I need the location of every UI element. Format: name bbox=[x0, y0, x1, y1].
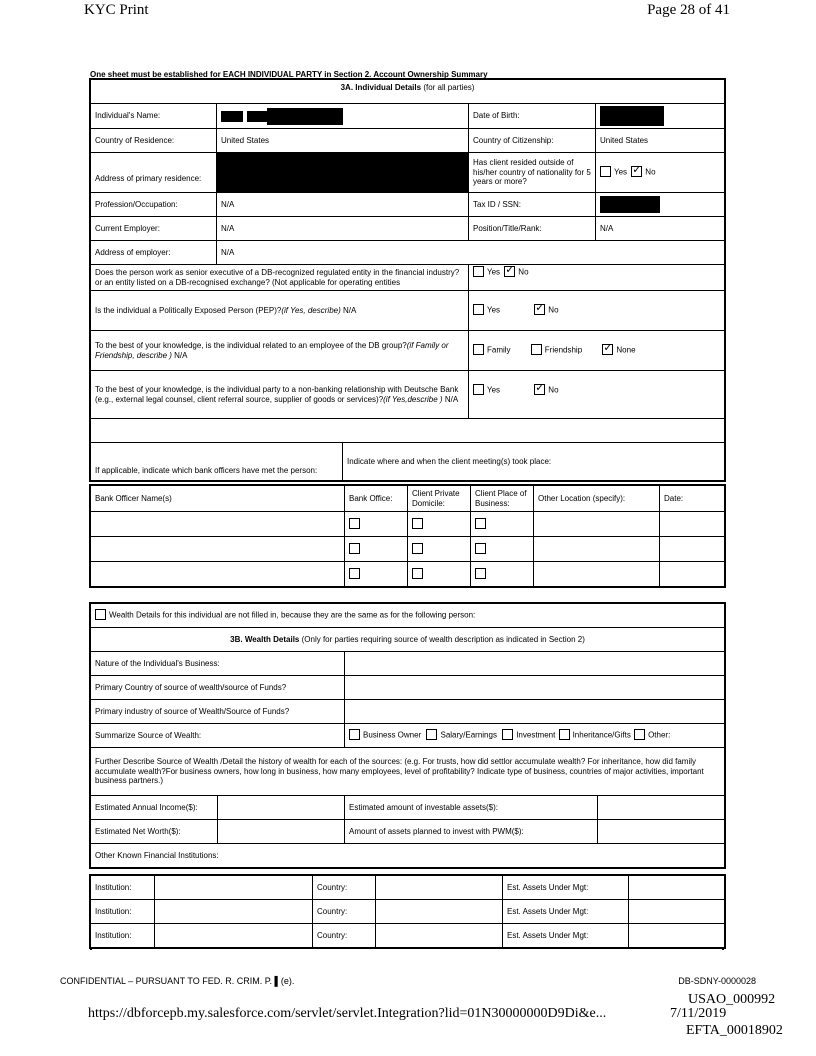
checkbox-pep-yes[interactable] bbox=[473, 304, 484, 315]
institution-label: Institution: bbox=[91, 924, 155, 948]
primary-industry-value[interactable] bbox=[345, 700, 725, 724]
country-citizenship-value: United States bbox=[596, 129, 725, 153]
confidential-notice: CONFIDENTIAL – PURSUANT TO FED. R. CRIM. P. ▌(e). bbox=[60, 976, 295, 986]
bank-officer-table bbox=[90, 485, 725, 587]
checkbox-client-business[interactable] bbox=[475, 518, 486, 529]
aum-value[interactable] bbox=[629, 924, 725, 948]
section-3a-header: 3A. Individual Details (for all parties) bbox=[91, 80, 725, 104]
related-question: To the best of your knowledge, is the individual related to an employee of the DB group?(if Family or Friendship, describe ) N/A bbox=[91, 331, 469, 371]
checkbox-resided-yes[interactable] bbox=[600, 166, 611, 177]
spacer-row bbox=[91, 419, 725, 443]
country-citizenship-label: Country of Citizenship: bbox=[469, 129, 596, 153]
tax-id-label: Tax ID / SSN: bbox=[469, 193, 596, 217]
checkbox-senior-no[interactable] bbox=[504, 266, 515, 277]
checkbox-senior-yes[interactable] bbox=[473, 266, 484, 277]
checkbox-inheritance[interactable] bbox=[559, 729, 570, 740]
checkbox-wealth-same[interactable] bbox=[95, 609, 106, 620]
checkbox-business-owner[interactable] bbox=[349, 729, 360, 740]
nonbanking-question: To the best of your knowledge, is the individual party to a non-banking relationship with Deutsche Bank (e.g., external legal counsel, client referral source, supplier of goods or services)?(if Yes,describe ) N/A bbox=[91, 371, 469, 419]
section-3b-header: 3B. Wealth Details (Only for parties requiring source of wealth description as indicated in Section 2) bbox=[91, 628, 725, 652]
aum-label: Est. Assets Under Mgt: bbox=[503, 876, 629, 900]
primary-industry-label: Primary industry of source of Wealth/Source of Funds? bbox=[91, 700, 345, 724]
annual-income-label: Estimated Annual Income($): bbox=[91, 796, 218, 820]
usao-stamp: USAO_000992 bbox=[688, 992, 776, 1007]
primary-country-label: Primary Country of source of wealth/source of Funds? bbox=[91, 676, 345, 700]
checkbox-resided-no[interactable] bbox=[631, 166, 642, 177]
checkbox-nonbanking-yes[interactable] bbox=[473, 384, 484, 395]
wealth-details-table bbox=[90, 603, 725, 868]
aum-value[interactable] bbox=[629, 900, 725, 924]
country-label: Country: bbox=[313, 876, 376, 900]
summarize-wealth-options: Business Owner Salary/Earnings Investment Inheritance/Gifts Other: bbox=[345, 724, 725, 748]
profession-value: N/A bbox=[217, 193, 469, 217]
source-url: https://dbforcepb.my.salesforce.com/servlet/servlet.Integration?lid=01N30000000D9Di&e... bbox=[88, 1006, 607, 1021]
date-cell[interactable] bbox=[660, 512, 725, 537]
checkbox-friendship[interactable] bbox=[531, 344, 542, 355]
checkbox-other[interactable] bbox=[634, 729, 645, 740]
efta-stamp: EFTA_00018902 bbox=[686, 1023, 783, 1038]
institutions-table bbox=[90, 875, 725, 948]
col-bank-office: Bank Office: bbox=[345, 486, 408, 512]
senior-exec-question: Does the person work as senior executive of a DB-recognized regulated entity in the financial industry? or an entity listed on a DB-recognised exchange? (Not applicable for operating entities bbox=[91, 265, 469, 291]
col-date: Date: bbox=[660, 486, 725, 512]
checkbox-pep-no[interactable] bbox=[534, 304, 545, 315]
col-bank-officer: Bank Officer Name(s) bbox=[91, 486, 345, 512]
date-cell[interactable] bbox=[660, 537, 725, 562]
aum-label: Est. Assets Under Mgt: bbox=[503, 924, 629, 948]
country-value[interactable] bbox=[376, 924, 503, 948]
net-worth-value[interactable] bbox=[218, 820, 345, 844]
wealth-same-as-row: Wealth Details for this individual are not filled in, because they are the same as for the following person: bbox=[91, 604, 725, 628]
print-date: 7/11/2019 bbox=[670, 1006, 727, 1021]
annual-income-value[interactable] bbox=[218, 796, 345, 820]
primary-country-value[interactable] bbox=[345, 676, 725, 700]
aum-value[interactable] bbox=[629, 876, 725, 900]
table-row bbox=[91, 512, 725, 537]
individual-name-value bbox=[217, 104, 469, 129]
country-residence-value: United States bbox=[217, 129, 469, 153]
bank-officers-label: If applicable, indicate which bank officers have met the person: bbox=[91, 443, 343, 481]
nonbanking-answer: Yes ✓ No bbox=[469, 371, 725, 419]
table-row bbox=[91, 537, 725, 562]
address-label: Address of primary residence: bbox=[91, 153, 217, 193]
checkbox-bank-office[interactable] bbox=[349, 568, 360, 579]
net-worth-label: Estimated Net Worth($): bbox=[91, 820, 218, 844]
country-value[interactable] bbox=[376, 900, 503, 924]
position-value: N/A bbox=[596, 217, 725, 241]
dob-value bbox=[596, 104, 725, 129]
investable-assets-value[interactable] bbox=[598, 796, 725, 820]
col-other-location: Other Location (specify): bbox=[534, 486, 660, 512]
country-residence-label: Country of Residence: bbox=[91, 129, 217, 153]
checkbox-client-domicile[interactable] bbox=[412, 543, 423, 554]
further-describe: Further Describe Source of Wealth /Detail the history of wealth for each of the sources: (e.g. For trusts, how did settlor accumulate wealth? For inheritance, how did family accumulate wealth?For business owners, how long in business, how many employees, level of profitability? Indicate type of business, countries of major activities, important business partners.) bbox=[91, 748, 725, 796]
checkbox-bank-office[interactable] bbox=[349, 518, 360, 529]
page-number: Page 28 of 41 bbox=[647, 2, 730, 18]
officer-name-cell[interactable] bbox=[91, 537, 345, 562]
tax-id-value bbox=[596, 193, 725, 217]
other-location-cell[interactable] bbox=[534, 512, 660, 537]
other-institutions-label: Other Known Financial Institutions: bbox=[91, 844, 725, 868]
checkbox-family[interactable] bbox=[473, 344, 484, 355]
country-label: Country: bbox=[313, 900, 376, 924]
institution-label: Institution: bbox=[91, 900, 155, 924]
table-row bbox=[91, 562, 725, 587]
date-cell[interactable] bbox=[660, 562, 725, 587]
instruction-notice: One sheet must be established for EACH INDIVIDUAL PARTY in Section 2. Account Ownership Summary bbox=[90, 70, 488, 79]
employer-address-label: Address of employer: bbox=[91, 241, 217, 265]
address-value bbox=[217, 153, 469, 193]
resided-outside-answer: Yes ✓ No bbox=[596, 153, 725, 193]
col-client-domicile: Client Private Domicile: bbox=[408, 486, 471, 512]
senior-exec-answer: Yes ✓ No bbox=[469, 265, 725, 291]
related-answer: Family Friendship ✓ None bbox=[469, 331, 725, 371]
pwm-assets-label: Amount of assets planned to invest with PWM($): bbox=[345, 820, 598, 844]
checkbox-investment[interactable] bbox=[502, 729, 513, 740]
nature-business-label: Nature of the Individual's Business: bbox=[91, 652, 345, 676]
pep-answer: Yes ✓ No bbox=[469, 291, 725, 331]
header-title: KYC Print bbox=[84, 2, 149, 18]
table-continuation-edge bbox=[90, 948, 724, 950]
table-row bbox=[91, 876, 725, 900]
individual-name-label: Individual's Name: bbox=[91, 104, 217, 129]
nature-business-value[interactable] bbox=[345, 652, 725, 676]
profession-label: Profession/Occupation: bbox=[91, 193, 217, 217]
institution-value[interactable] bbox=[155, 924, 313, 948]
institution-value[interactable] bbox=[155, 876, 313, 900]
pep-question: Is the individual a Politically Exposed Person (PEP)?(if Yes, describe) N/A bbox=[91, 291, 469, 331]
checkbox-none[interactable] bbox=[602, 344, 613, 355]
document-id: DB-SDNY-0000028 bbox=[678, 976, 756, 986]
table-row bbox=[91, 900, 725, 924]
checkbox-client-domicile[interactable] bbox=[412, 518, 423, 529]
dob-label: Date of Birth: bbox=[469, 104, 596, 129]
checkbox-client-business[interactable] bbox=[475, 568, 486, 579]
other-location-cell[interactable] bbox=[534, 537, 660, 562]
table-row bbox=[91, 924, 725, 948]
position-label: Position/Title/Rank: bbox=[469, 217, 596, 241]
meeting-label: Indicate where and when the client meeting(s) took place: bbox=[343, 443, 725, 481]
employer-label: Current Employer: bbox=[91, 217, 217, 241]
investable-assets-label: Estimated amount of investable assets($): bbox=[345, 796, 598, 820]
individual-details-table bbox=[90, 79, 725, 481]
summarize-wealth-label: Summarize Source of Wealth: bbox=[91, 724, 345, 748]
checkbox-client-domicile[interactable] bbox=[412, 568, 423, 579]
pwm-assets-value[interactable] bbox=[598, 820, 725, 844]
employer-address-value: N/A bbox=[217, 241, 725, 265]
checkbox-salary[interactable] bbox=[426, 729, 437, 740]
country-label: Country: bbox=[313, 924, 376, 948]
officer-name-cell[interactable] bbox=[91, 562, 345, 587]
col-client-business: Client Place of Business: bbox=[471, 486, 534, 512]
checkbox-bank-office[interactable] bbox=[349, 543, 360, 554]
employer-value: N/A bbox=[217, 217, 469, 241]
institution-value[interactable] bbox=[155, 900, 313, 924]
checkbox-nonbanking-no[interactable] bbox=[534, 384, 545, 395]
checkbox-client-business[interactable] bbox=[475, 543, 486, 554]
institution-label: Institution: bbox=[91, 876, 155, 900]
resided-outside-label: Has client resided outside of his/her country of nationality for 5 years or more? bbox=[469, 153, 596, 193]
officer-name-cell[interactable] bbox=[91, 512, 345, 537]
aum-label: Est. Assets Under Mgt: bbox=[503, 900, 629, 924]
country-value[interactable] bbox=[376, 876, 503, 900]
other-location-cell[interactable] bbox=[534, 562, 660, 587]
